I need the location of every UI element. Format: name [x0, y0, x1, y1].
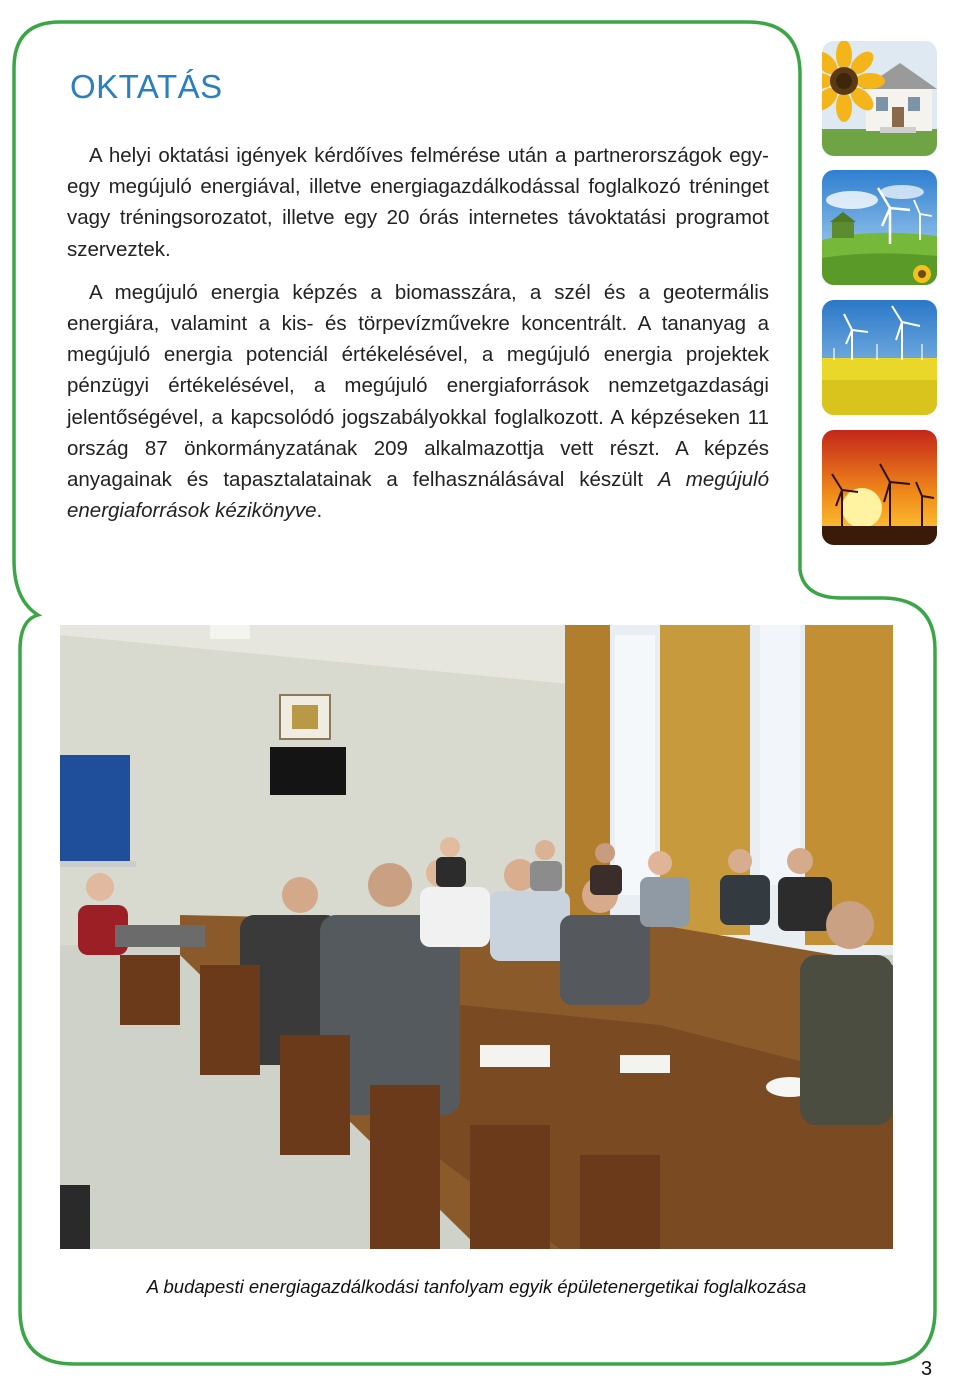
- photo-caption: A budapesti energiagazdálkodási tanfolyam egyik épületenergetikai foglalkozása: [146, 1276, 807, 1297]
- sunset-wind-thumbnail: [822, 430, 937, 545]
- paragraph-2-text: A megújuló energia képzés a biomasszára, a szél és a geotermális energiára, valamint a kis- és törpevízművekre koncentrált. A tananyag a megújuló energia potenciál értékelésével, a megújuló energia projektek pénzügyi értékelésével, a megújuló energiaforrások nemzetgazdasági jelentőségével, a kapcsolódó jogszabályokkal foglalkozott. A képzéseken 11 ország 87 önkormányzatának 209 alkalmazottja vett részt. A képzés anyagainak és tapasztalatainak a felhasználásával készült: [67, 280, 769, 492]
- handbook-title: A megújuló energiaforrások kézikönyve: [67, 468, 769, 523]
- training-session-photo: [60, 625, 893, 1249]
- page-number: 3: [921, 1358, 933, 1380]
- paragraph-2: [67, 277, 769, 527]
- paragraph-1: A helyi oktatási igények kérdőíves felmérése után a partnerországok egy-egy megújuló energiával, illetve energiagazdálkodással foglalkozó tréninget vagy tréningsorozatot, illetve egy 20 órás internetes távoktatási programot szerveztek.: [67, 144, 769, 261]
- wind-field-thumbnail: [822, 170, 937, 285]
- page-title: OKTATÁS: [70, 68, 223, 105]
- rapeseed-wind-thumbnail: [822, 300, 937, 415]
- body-text: [67, 140, 769, 538]
- sunflower-house-thumbnail: [822, 41, 937, 156]
- paragraph-2-end: .: [316, 499, 323, 523]
